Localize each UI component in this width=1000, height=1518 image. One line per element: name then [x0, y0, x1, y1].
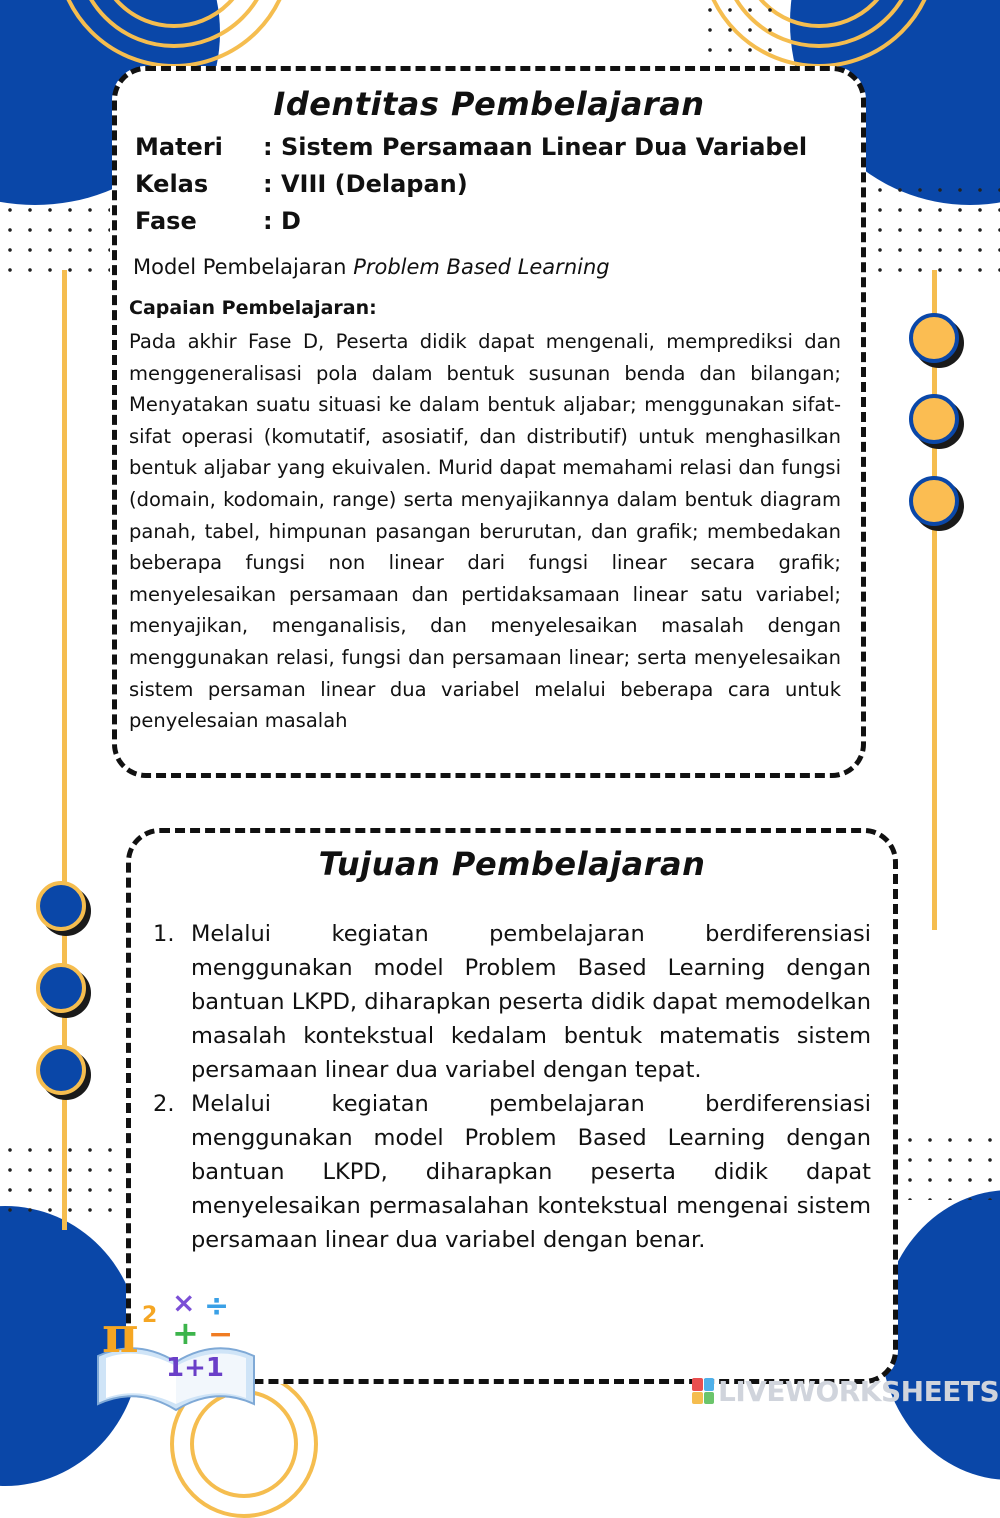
tujuan-title: Tujuan Pembelajaran	[318, 845, 706, 883]
right-yellow-line	[932, 270, 937, 930]
logo-badge-icon	[692, 1378, 714, 1404]
tujuan-item-number: 1.	[153, 921, 175, 947]
tujuan-item	[153, 1087, 871, 1257]
materi-label: Materi	[135, 133, 223, 161]
tujuan-list	[153, 917, 871, 1257]
right-yellow-circle	[909, 476, 959, 526]
identitas-card	[112, 66, 866, 778]
model-prefix: Model Pembelajaran	[133, 255, 347, 279]
pi-exponent: 2	[142, 1303, 158, 1328]
math-book-icon	[92, 1286, 262, 1414]
fase-value: : D	[263, 207, 301, 235]
dot-grid-bottom-right	[880, 1130, 1000, 1200]
model-line	[133, 255, 610, 279]
minus-symbol: −	[208, 1317, 234, 1352]
divide-symbol: ÷	[204, 1289, 230, 1324]
fase-label: Fase	[135, 207, 197, 235]
right-yellow-circle	[909, 313, 959, 363]
tujuan-item-text: Melalui kegiatan pembelajaran berdiferensiasi menggunakan model Problem Based Learning dengan bantuan LKPD, diharapkan peserta didik dapat memodelkan masalah kontekstual kedalam bentuk matematis sistem persamaan linear dua variabel dengan tepat.	[191, 921, 871, 1083]
kelas-label: Kelas	[135, 170, 209, 198]
dot-grid-top-right	[870, 180, 1000, 280]
pi-symbol: π	[102, 1305, 139, 1364]
materi-row	[135, 133, 807, 161]
capaian-title: Capaian Pembelajaran:	[129, 297, 377, 319]
identitas-title: Identitas Pembelajaran	[273, 85, 705, 123]
kelas-value: : VIII (Delapan)	[263, 170, 468, 198]
dot-grid-top-left	[0, 200, 110, 280]
materi-value: : Sistem Persamaan Linear Dua Variabel	[263, 133, 808, 161]
one-plus-one: 1+1	[166, 1353, 224, 1383]
capaian-text: Pada akhir Fase D, Peserta didik dapat mengenali, memprediksi dan menggeneralisasi pola dalam bentuk susunan benda dan bilangan; Menyatakan suatu situasi ke dalam bentuk aljabar; menggunakan sifat-sifat operasi (komutatif, asosiatif, dan distributif) untuk menghasilkan bentuk aljabar yang ekuivalen. Murid dapat memahami relasi dan fungsi (domain, kodomain, range) serta menyajikannya dalam bentuk diagram panah, tabel, himpunan pasangan berurutan, dan grafik; membedakan beberapa fungsi non linear dari fungsi linear secara grafik; menyelesaikan persamaan dan pertidaksamaan linear satu variabel; menyajikan, menganalisis, dan menyelesaikan masalah dengan menggunakan relasi, fungsi dan persamaan linear; serta menyelesaikan sistem persaman linear dua variabel melalui beberapa cara untuk penyelesaian masalah	[129, 330, 841, 733]
bottom-right-blue-blob	[880, 1190, 1000, 1480]
right-yellow-circle	[909, 394, 959, 444]
model-name: Problem Based Learning	[353, 255, 610, 279]
left-blue-circle	[36, 963, 86, 1013]
left-blue-circle	[36, 1045, 86, 1095]
tujuan-item-number: 2.	[153, 1091, 175, 1117]
left-blue-circle	[36, 881, 86, 931]
logo-text: LIVEWORKSHEETS	[718, 1374, 1000, 1408]
tujuan-item-text: Melalui kegiatan pembelajaran berdiferensiasi menggunakan model Problem Based Learning dengan bantuan LKPD, diharapkan peserta didik dapat menyelesaikan permasalahan kontekstual mengenai sistem persamaan linear dua variabel dengan benar.	[191, 1091, 871, 1253]
tujuan-item	[153, 917, 871, 1087]
kelas-row	[135, 170, 468, 198]
liveworksheets-logo	[692, 1374, 999, 1408]
plus-symbol: +	[172, 1314, 199, 1352]
times-symbol: ×	[172, 1286, 196, 1319]
dot-grid-top-right-small	[700, 0, 780, 60]
fase-row	[135, 207, 301, 235]
